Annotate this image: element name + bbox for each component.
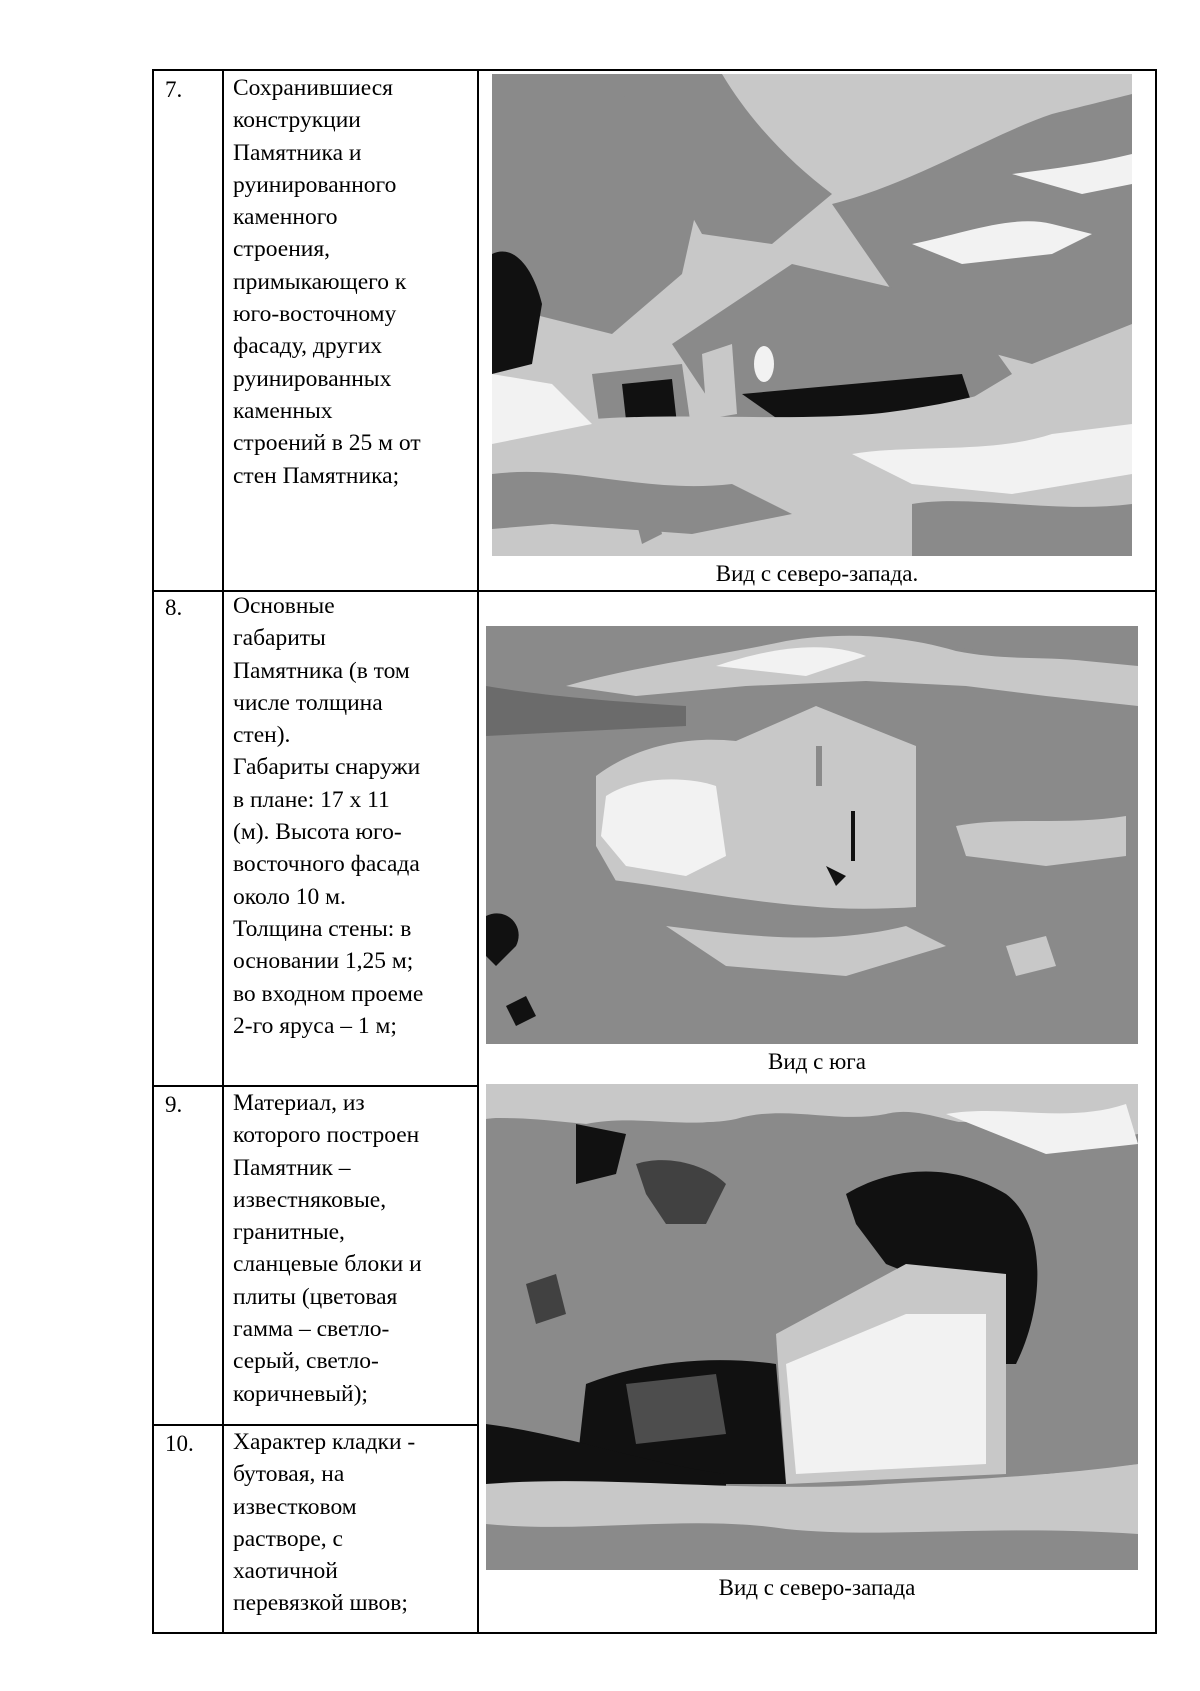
row-number-7: 7. (165, 77, 183, 102)
photo-northwest-view-1 (492, 74, 1132, 556)
row-number-9: 9. (165, 1092, 183, 1117)
table-border-right (1155, 70, 1157, 1634)
row-description-8: Основные габариты Памятника (в том числе толщина стен). Габариты снаружи в плане: 17 х 11 (м). Высота юго- восточного фасада около 10 м. Толщина стены: в основании 1,25 м; во входном проеме 2-го яруса – 1 м; (233, 593, 424, 1039)
row-number-10: 10. (165, 1431, 194, 1456)
photo-south-view (486, 626, 1138, 1044)
photo-caption-2: Вид с юга (768, 1049, 866, 1074)
row-number-8: 8. (165, 595, 183, 620)
photo-caption-3: Вид с северо-запада (718, 1575, 916, 1600)
table-border-top (152, 69, 1157, 71)
table-border-col1 (222, 70, 224, 1634)
row-description-7: Сохранившиеся конструкции Памятника и руинированного каменного строения, примыкающего к юго-восточному фасаду, других руинированных каменных строений в 25 м от стен Памятника; (233, 75, 421, 489)
table-border-bottom (152, 1632, 1157, 1634)
row-description-9: Материал, из которого построен Памятник – известняковые, гранитные, сланцевые блоки и плиты (цветовая гамма – светло- серый, светло- коричневый); (233, 1090, 422, 1407)
photo-northwest-view-2 (486, 1084, 1138, 1570)
table-border-left (152, 70, 154, 1634)
table-border-col2 (477, 70, 479, 1634)
row-description-10: Характер кладки - бутовая, на известковом растворе, с хаотичной перевязкой швов; (233, 1429, 416, 1617)
photo-caption-1: Вид с северо-запада. (715, 561, 919, 586)
